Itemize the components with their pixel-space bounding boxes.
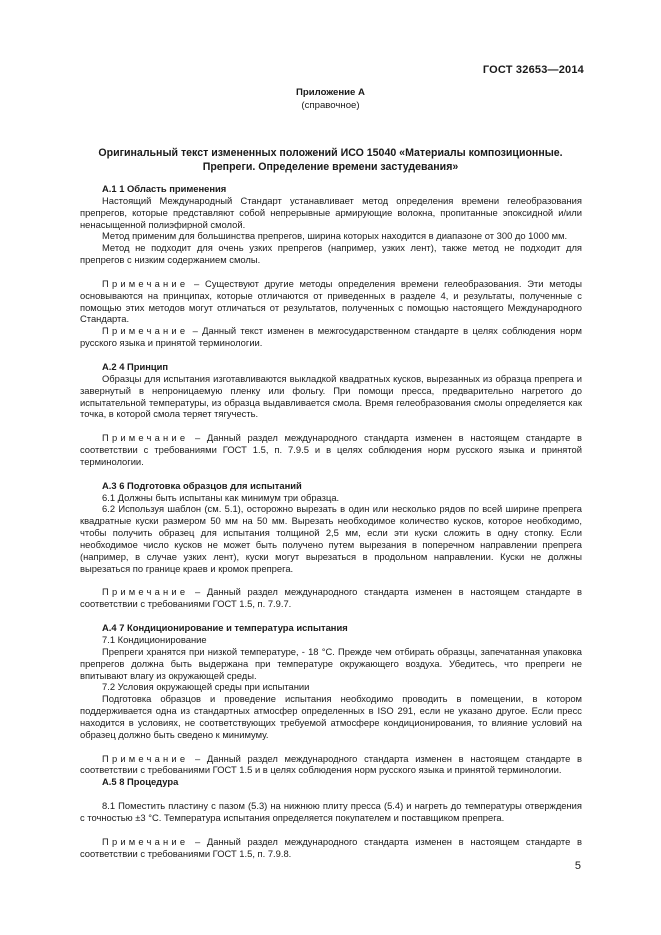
- paragraph: Метод не подходит для очень узких препрегов (например, узких лент), также метод не подходит для препрегов с низким содержанием смолы.: [80, 242, 582, 266]
- note: [80, 278, 582, 325]
- paragraph: 7.1 Кондиционирование: [102, 634, 207, 645]
- note-dash: –: [192, 325, 198, 337]
- section-heading-a2: А.2 4 Принцип: [102, 360, 169, 372]
- note-label: Примечание: [102, 325, 189, 337]
- section-heading-a4: А.4 7 Кондиционирование и температура испытания: [102, 622, 348, 634]
- paragraph: Подготовка образцов и проведение испытания необходимо проводить в помещении, в котором поддерживается одна из стандартных атмосфер определенных в ISO 291, если не указано другое. Если пресс находится в условиях, не соответствующих требуемой атмосфере кондиционирования, то влияние условий на образец должно быть сведено к минимуму.: [80, 693, 582, 740]
- note-label: Примечание: [102, 432, 189, 444]
- paragraph: Настоящий Международный Стандарт устанавливает метод определения времени гелеобразования препрегов, которые представляют собой непрерывные армирующие волокна, пропитанные эпоксидной и/или ненасыщенной полиэфирной смолой.: [80, 194, 582, 230]
- document-body: [80, 183, 582, 860]
- note-label: Примечание: [102, 586, 189, 598]
- paragraph: Метод применим для большинства препрегов, ширина которых находится в диапазоне от 300 до 1000 мм.: [102, 230, 568, 242]
- paragraph: 6.2 Используя шаблон (см. 5.1), осторожно вырезать в один или несколько рядов по всей ширине препрега квадратные куски размером 50 мм на 50 мм. Вырезать необходимое количество кусков, которое необходимо, чтобы получить образец для испытания толщиной 2,5 мм, если эти куски сложить в одну стопку. Если необходимое число кусков не может быть получено путем вырезания в поперечном направлении препрега (например, в случае узких лент), куски могут вырезаться в продольном направлении. Куски не должны вырезаться по границе краев и кромок препрега.: [80, 503, 582, 574]
- document-title: [60, 146, 601, 174]
- note-label: Примечание: [102, 752, 189, 764]
- note-text: Данный раздел международного стандарта изменен в настоящем стандарте в соответствии с требованиями ГОСТ 1.5, п. 7.9.7.: [80, 586, 582, 610]
- note-text: Данный раздел международного стандарта изменен в настоящем стандарте в соответствии с требованиями ГОСТ 1.5, п. 7.9.5 и в целях соблюдения норм русского языка и принятой терминологии.: [80, 432, 582, 467]
- note: [80, 432, 582, 468]
- note-text: Существуют другие методы определения времени гелеобразования. Эти методы основываются на принципах, которые отличаются от приведенных в разделе 4, и результаты, полученные с помощью этих методов могут отличаться от результатов, полученных с помощью настоящего Международного Стандарта.: [80, 277, 583, 325]
- paragraph: Образцы для испытания изготавливаются выкладкой квадратных кусков, вырезанных из образца препрега и завернутый в непроницаемую пленку или фольгу. При помощи пресса, предварительно нагретого до испытательной температуры, из образца выдавливается смола. Время гелеобразования смолы определяется как точка, в которой смола теряет тягучесть.: [80, 372, 582, 420]
- note-dash: –: [194, 432, 201, 444]
- paragraph: 7.2 Условия окружающей среды при испытании: [102, 681, 310, 693]
- note-text: Данный раздел международного стандарта изменен в настоящем стандарте в соответствии с требованиями ГОСТ 1.5, п. 7.9.8.: [80, 835, 582, 859]
- section-heading-a1: А.1 1 Область применения: [102, 183, 227, 194]
- page-number: 5: [574, 860, 581, 872]
- section-heading-a5: А.5 8 Процедура: [102, 776, 179, 788]
- note-label: Примечание: [102, 277, 189, 289]
- note-text: Данный текст изменен в межгосударственном стандарте в целях соблюдения норм русского языка и принятой терминологии.: [80, 325, 582, 349]
- document-title-line-1: Оригинальный текст измененных положений ИСО 15040 «Материалы композиционные.: [98, 147, 563, 159]
- note: [80, 586, 582, 610]
- document-title-line-2: Препреги. Определение времени застудевания»: [202, 161, 459, 173]
- note: [80, 753, 582, 777]
- paragraph: 8.1 Поместить пластину с пазом (5.3) на нижнюю плиту пресса (5.4) и нагреть до температуры отверждения с точностью ±3 °С. Температура испытания определяется покупателем и поставщиком препрега.: [80, 800, 582, 823]
- note-dash: –: [194, 277, 200, 289]
- standard-code: ГОСТ 32653—2014: [482, 64, 584, 76]
- note-dash: –: [194, 835, 201, 847]
- paragraph: Препреги хранятся при низкой температуре, - 18 °С. Прежде чем отбирать образцы, запечатанная упаковка препрегов должна быть выдержана при температуре окружающего воздуха. Убедитесь, что препреги не впитывают влагу из окружающей среды.: [80, 645, 582, 681]
- appendix-heading: [0, 86, 661, 112]
- appendix-title: Приложение А: [296, 87, 365, 98]
- paragraph: 6.1 Должны быть испытаны как минимум три образца.: [102, 491, 340, 503]
- note-label: Примечание: [102, 835, 189, 847]
- section-heading-a3: А.3 6 Подготовка образцов для испытаний: [102, 479, 302, 491]
- note-text: Данный раздел международного стандарта изменен в настоящем стандарте в соответствии с требованиями ГОСТ 1.5 и в целях соблюдения норм русского языка и принятой терминологии.: [80, 752, 582, 776]
- appendix-subtitle: (справочное): [301, 100, 360, 111]
- note: [80, 836, 582, 860]
- note-dash: –: [194, 586, 201, 598]
- note-dash: –: [194, 752, 201, 764]
- note: [80, 325, 582, 349]
